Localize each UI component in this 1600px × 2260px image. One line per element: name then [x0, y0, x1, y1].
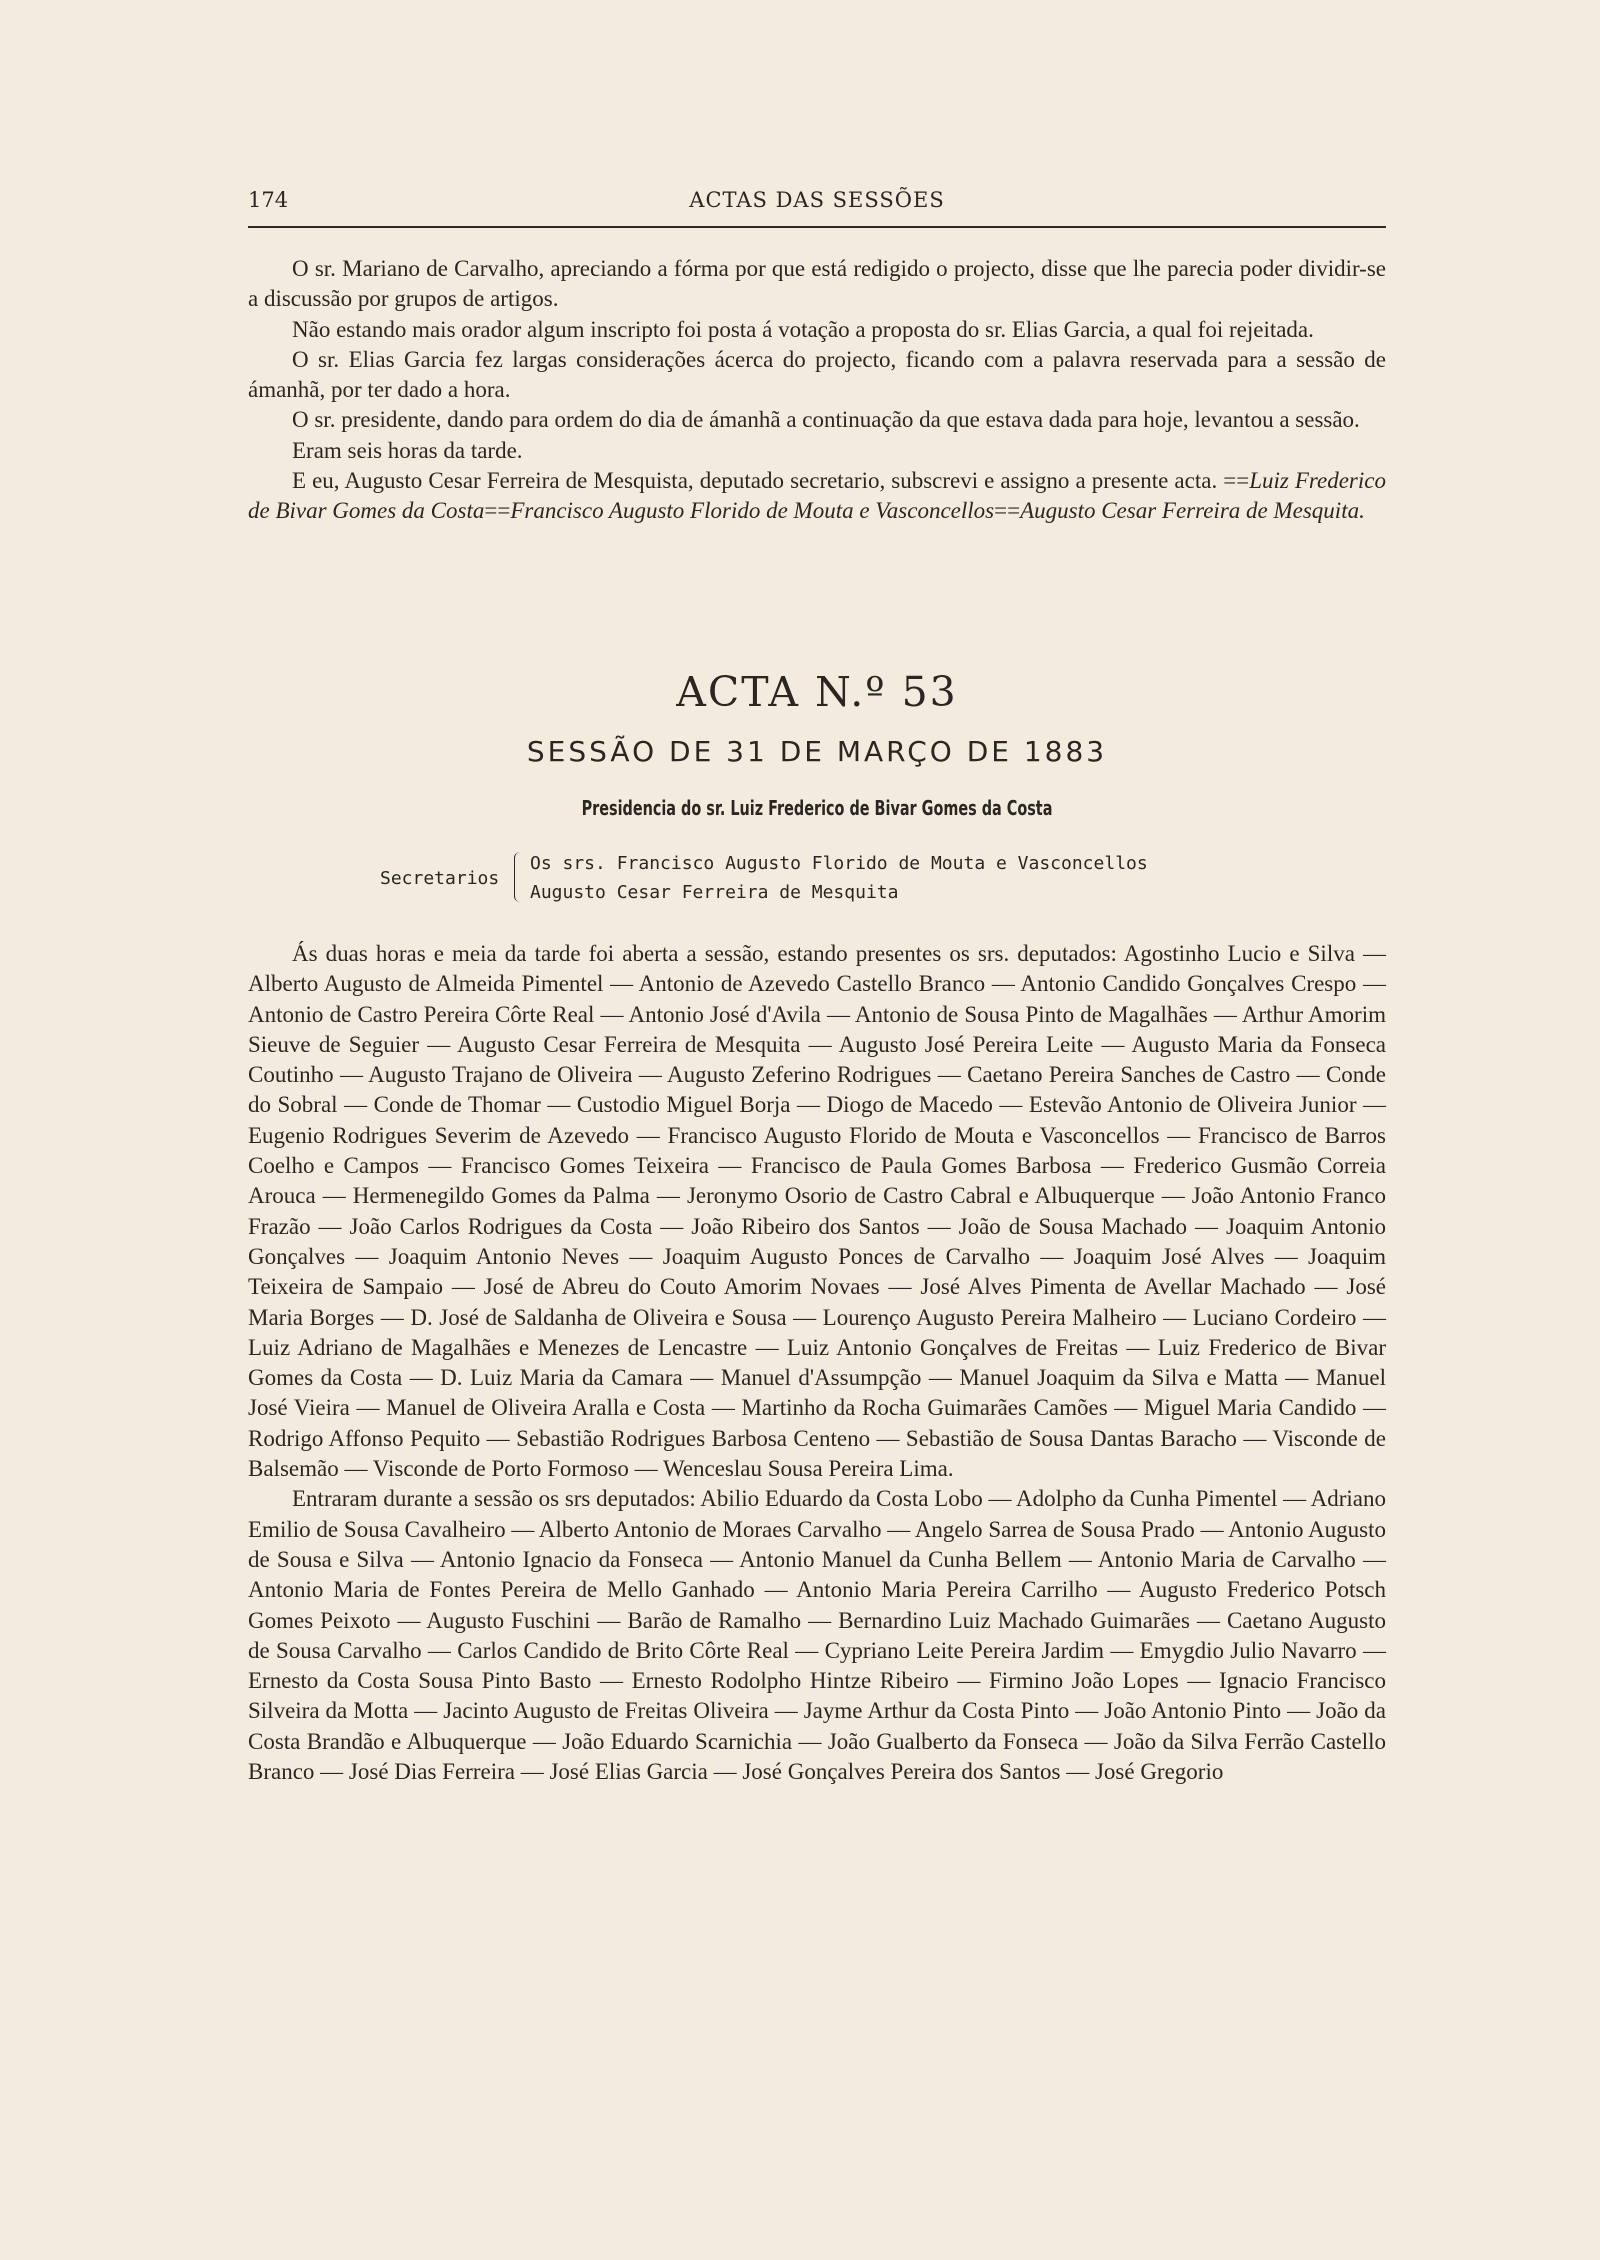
signature: Francisco Augusto Florido de Mouta e Vasconcellos [510, 498, 995, 524]
previous-session-text [248, 254, 1386, 527]
closing-paragraph [248, 466, 1386, 527]
secretary-name: Os srs. Francisco Augusto Florido de Mouta e Vasconcellos [530, 853, 1148, 874]
proceedings-text [248, 939, 1386, 1787]
running-head: ACTAS DAS SESSÕES [689, 188, 945, 212]
closing-text: E eu, Augusto Cesar Ferreira de Mesquista, deputado secretario, subscrevi e assigno a presente acta. == [292, 468, 1250, 494]
signature-separator: == [484, 498, 511, 524]
paragraph: Ás duas horas e meia da tarde foi aberta a sessão, estando presentes os srs. deputados: Agostinho Lucio e Silva — Alberto Augusto de Almeida Pimentel — Antonio de Azevedo Castello Branco — Antonio Candido Gonçalves Crespo — Antonio de Castro Pereira Côrte Real — Antonio José d'Avila — Antonio de Sousa Pinto de Magalhães — Arthur Amorim Sieuve de Seguier — Augusto Cesar Ferreira de Mesquita — Augusto José Pereira Leite — Augusto Maria da Fonseca Coutinho — Augusto Trajano de Oliveira — Augusto Zeferino Rodrigues — Caetano Pereira Sanches de Castro — Conde do Sobral — Conde de Thomar — Custodio Miguel Borja — Diogo de Macedo — Estevão Antonio de Oliveira Junior — Eugenio Rodrigues Severim de Azevedo — Francisco Augusto Florido de Mouta e Vasconcellos — Francisco de Barros Coelho e Campos — Francisco Gomes Teixeira — Francisco de Paula Gomes Barbosa — Frederico Gusmão Correia Arouca — Hermenegildo Gomes da Palma — Jeronymo Osorio de Castro Cabral e Albuquerque — João Antonio Franco Frazão — João Carlos Rodrigues da Costa — João Ribeiro dos Santos — João de Sousa Machado — Joaquim Antonio Gonçalves — Joaquim Antonio Neves — Joaquim Augusto Ponces de Carvalho — Joaquim José Alves — Joaquim Teixeira de Sampaio — José de Abreu do Couto Amorim Novaes — José Alves Pimenta de Avellar Machado — José Maria Borges — D. José de Saldanha de Oliveira e Sousa — Lourenço Augusto Pereira Malheiro — Luciano Cordeiro — Luiz Adriano de Magalhães e Menezes de Lencastre — Luiz Antonio Gonçalves de Freitas — Luiz Frederico de Bivar Gomes da Costa — D. Luiz Maria da Camara — Manuel d'Assumpção — Manuel Joaquim da Silva e Matta — Manuel José Vieira — Manuel de Oliveira Aralla e Costa — Martinho da Rocha Guimarães Camões — Miguel Maria Candido — Rodrigo Affonso Pequito — Sebastião Rodrigues Barbosa Centeno — Sebastião de Sousa Dantas Baracho — Visconde de Balsemão — Visconde de Porto Formoso — Wenceslau Sousa Pereira Lima. [248, 941, 1386, 1482]
paragraph: Eram seis horas da tarde. [292, 437, 523, 463]
paragraph: Não estando mais orador algum inscripto foi posta á votação a proposta do sr. Elias Garcia, a qual foi rejeitada. [292, 316, 1314, 342]
signature: Augusto Cesar Ferreira de Mesquita. [1020, 498, 1365, 524]
paragraph: O sr. Mariano de Carvalho, apreciando a fórma por que está redigido o projecto, disse que lhe parecia poder dividir-se a discussão por grupos de artigos. [248, 256, 1386, 312]
presidency-line: Presidencia do sr. Luiz Frederico de Bivar Gomes da Costa [581, 796, 1053, 820]
brace [514, 852, 523, 902]
session-title: SESSÃO DE 31 DE MARÇO DE 1883 [526, 735, 1108, 768]
secretaries-list [530, 849, 1148, 907]
paragraph: O sr. Elias Garcia fez largas considerações ácerca do projecto, ficando com a palavra reservada para a sessão de ámanhã, por ter dado a hora. [248, 346, 1386, 403]
signature-separator: == [994, 498, 1021, 524]
secretary-name: Augusto Cesar Ferreira de Mesquita [530, 882, 899, 903]
secretaries-label: Secretarios [380, 868, 500, 889]
paragraph: O sr. presidente, dando para ordem do dia de ámanhã a continuação da que estava dada para hoje, levantou a sessão. [292, 407, 1360, 433]
page-header [248, 188, 1386, 218]
signature: Luiz Frederico de Bivar Gomes da Costa [248, 468, 1386, 524]
page-number: 174 [248, 188, 289, 212]
header-rule [248, 226, 1386, 228]
acta-title: ACTA N.º 53 [676, 668, 958, 716]
paragraph: Entraram durante a sessão os srs deputados: Abilio Eduardo da Costa Lobo — Adolpho da Cunha Pimentel — Adriano Emilio de Sousa Cavalheiro — Alberto Antonio de Moraes Carvalho — Angelo Sarrea de Sousa Prado — Antonio Augusto de Sousa e Silva — Antonio Ignacio da Fonseca — Antonio Manuel da Cunha Bellem — Antonio Maria de Carvalho — Antonio Maria de Fontes Pereira de Mello Ganhado — Antonio Maria Pereira Carrilho — Augusto Frederico Potsch Gomes Peixoto — Augusto Fuschini — Barão de Ramalho — Bernardino Luiz Machado Guimarães — Caetano Augusto de Sousa Carvalho — Carlos Candido de Brito Côrte Real — Cypriano Leite Pereira Jardim — Emygdio Julio Navarro — Ernesto da Costa Sousa Pinto Basto — Ernesto Rodolpho Hintze Ribeiro — Firmino João Lopes — Ignacio Francisco Silveira da Motta — Jacinto Augusto de Freitas Oliveira — Jayme Arthur da Costa Pinto — João Antonio Pinto — João da Costa Brandão e Albuquerque — João Eduardo Scarnichia — João Gualberto da Fonseca — João da Silva Ferrão Castello Branco — José Dias Ferreira — José Elias Garcia — José Gonçalves Pereira dos Santos — José Gregorio [248, 1486, 1386, 1785]
